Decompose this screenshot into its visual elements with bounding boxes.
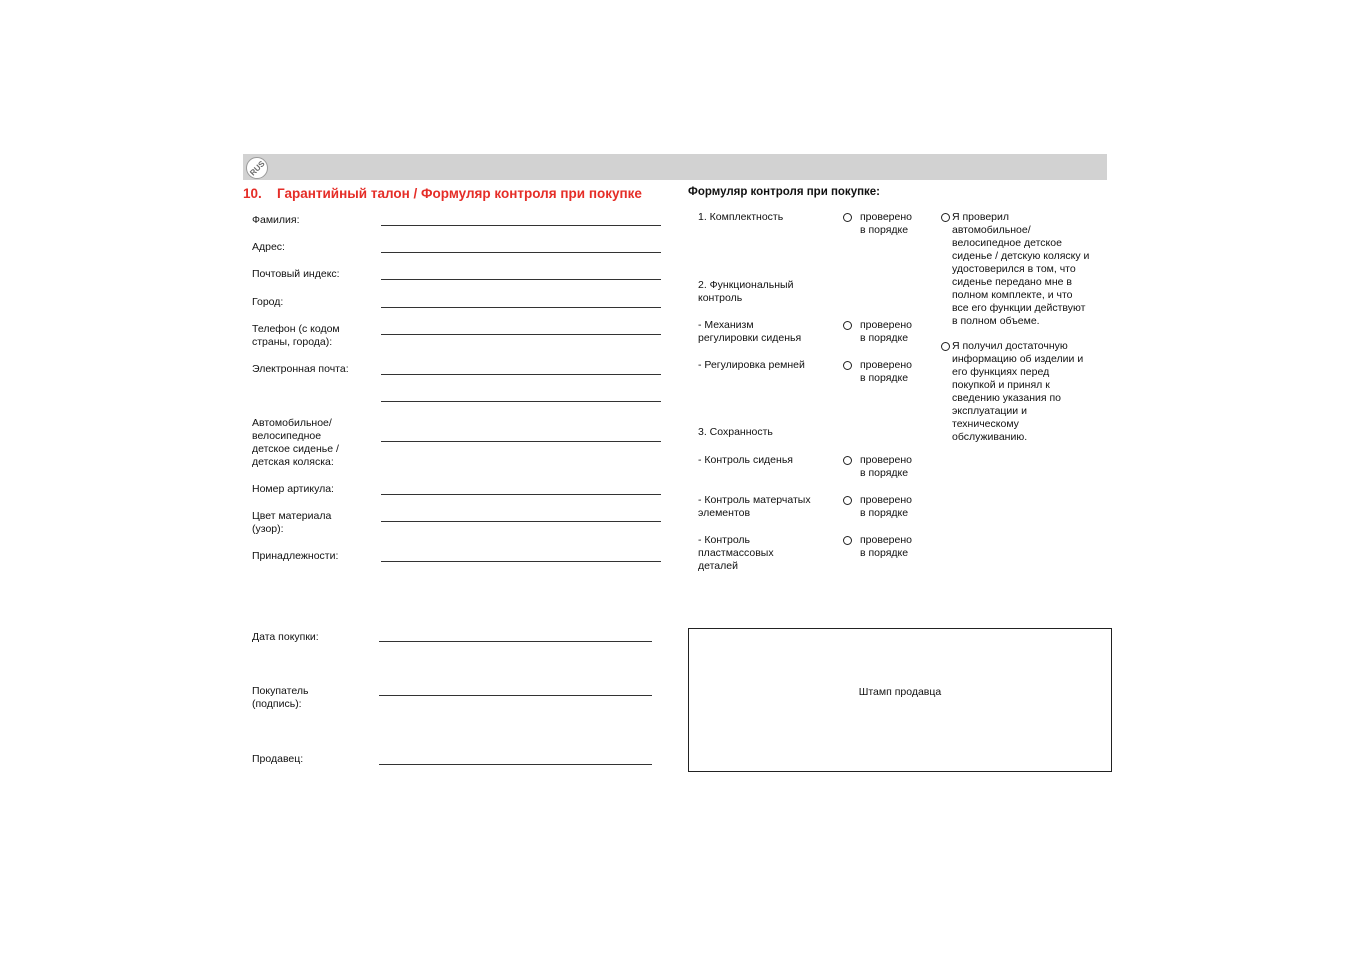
- field-label-article-number: Номер артикула:: [252, 483, 334, 495]
- control-item-seat-check: - Контроль сиденья: [698, 454, 793, 466]
- language-badge: RUS: [241, 152, 272, 183]
- field-line-surname[interactable]: [381, 225, 661, 226]
- status-seat-check: проверено в порядке: [860, 454, 912, 479]
- checkbox-seat-check[interactable]: [843, 456, 852, 465]
- field-line-product[interactable]: [381, 441, 661, 442]
- seller-stamp-box: [688, 628, 1112, 772]
- field-label-accessories: Принадлежности:: [252, 550, 339, 562]
- field-line-article-number[interactable]: [381, 494, 661, 495]
- field-line-email-2[interactable]: [381, 401, 661, 402]
- seller-stamp-label: Штамп продавца: [858, 686, 942, 698]
- field-label-buyer-signature: Покупатель (подпись):: [252, 685, 309, 710]
- checkbox-belt-adjustment[interactable]: [843, 361, 852, 370]
- field-label-email: Электронная почта:: [252, 363, 349, 375]
- statement-informed: Я получил достаточную информацию об изделии и его функциях перед покупкой и принял к сведению указания по эксплуатации и техническому обслуживанию.: [952, 340, 1084, 443]
- field-label-address: Адрес:: [252, 241, 285, 253]
- field-label-surname: Фамилия:: [252, 214, 300, 226]
- field-label-city: Город:: [252, 296, 284, 308]
- status-belt-adjustment: проверено в порядке: [860, 359, 912, 384]
- field-label-material-color: Цвет материала (узор):: [252, 510, 332, 535]
- field-line-phone[interactable]: [381, 334, 661, 335]
- status-seat-adjustment: проверено в порядке: [860, 319, 912, 344]
- control-item-functional: 2. Функциональный контроль: [698, 279, 794, 304]
- checkbox-statement-checked[interactable]: [941, 213, 950, 222]
- field-label-postcode: Почтовый индекс:: [252, 268, 340, 280]
- field-label-product: Автомобильное/ велосипедное детское сиденье / детская коляска:: [252, 417, 339, 468]
- control-item-integrity: 3. Сохранность: [698, 426, 773, 438]
- field-label-purchase-date: Дата покупки:: [252, 631, 319, 643]
- status-plastic-check: проверено в порядке: [860, 534, 912, 559]
- checkbox-fabric-check[interactable]: [843, 496, 852, 505]
- control-item-seat-adjustment: - Механизм регулировки сиденья: [698, 319, 802, 344]
- checkbox-seat-adjustment[interactable]: [843, 321, 852, 330]
- header-bar: [243, 154, 1107, 180]
- field-line-accessories[interactable]: [381, 561, 661, 562]
- field-line-material-color[interactable]: [381, 521, 661, 522]
- control-item-belt-adjustment: - Регулировка ремней: [698, 359, 805, 371]
- field-label-seller: Продавец:: [252, 753, 304, 765]
- section-title-text: Гарантийный талон / Формуляр контроля при покупке: [277, 186, 642, 201]
- field-label-phone: Телефон (с кодом страны, города):: [252, 323, 340, 348]
- checkbox-plastic-check[interactable]: [843, 536, 852, 545]
- field-line-email[interactable]: [381, 374, 661, 375]
- checkbox-statement-informed[interactable]: [941, 342, 950, 351]
- field-line-buyer-signature[interactable]: [379, 695, 652, 696]
- field-line-address[interactable]: [381, 252, 661, 253]
- section-number: 10.: [243, 186, 262, 201]
- status-fabric-check: проверено в порядке: [860, 494, 912, 519]
- control-item-plastic-check: - Контроль пластмассовых деталей: [698, 534, 774, 572]
- field-line-purchase-date[interactable]: [379, 641, 652, 642]
- status-completeness: проверено в порядке: [860, 211, 912, 236]
- section-title: [243, 186, 642, 201]
- control-item-completeness: 1. Комплектность: [698, 211, 784, 223]
- control-form-title: Формуляр контроля при покупке:: [688, 186, 881, 198]
- field-line-postcode[interactable]: [381, 279, 661, 280]
- field-line-seller[interactable]: [379, 764, 652, 765]
- control-item-fabric-check: - Контроль матерчатых элементов: [698, 494, 811, 519]
- statement-checked: Я проверил автомобильное/ велосипедное детское сиденье / детскую коляску и удостоверился в том, что сиденье передано мне в полном комплекте, и что все его функции действуют в полном объеме.: [952, 211, 1090, 327]
- field-line-city[interactable]: [381, 307, 661, 308]
- checkbox-completeness[interactable]: [843, 213, 852, 222]
